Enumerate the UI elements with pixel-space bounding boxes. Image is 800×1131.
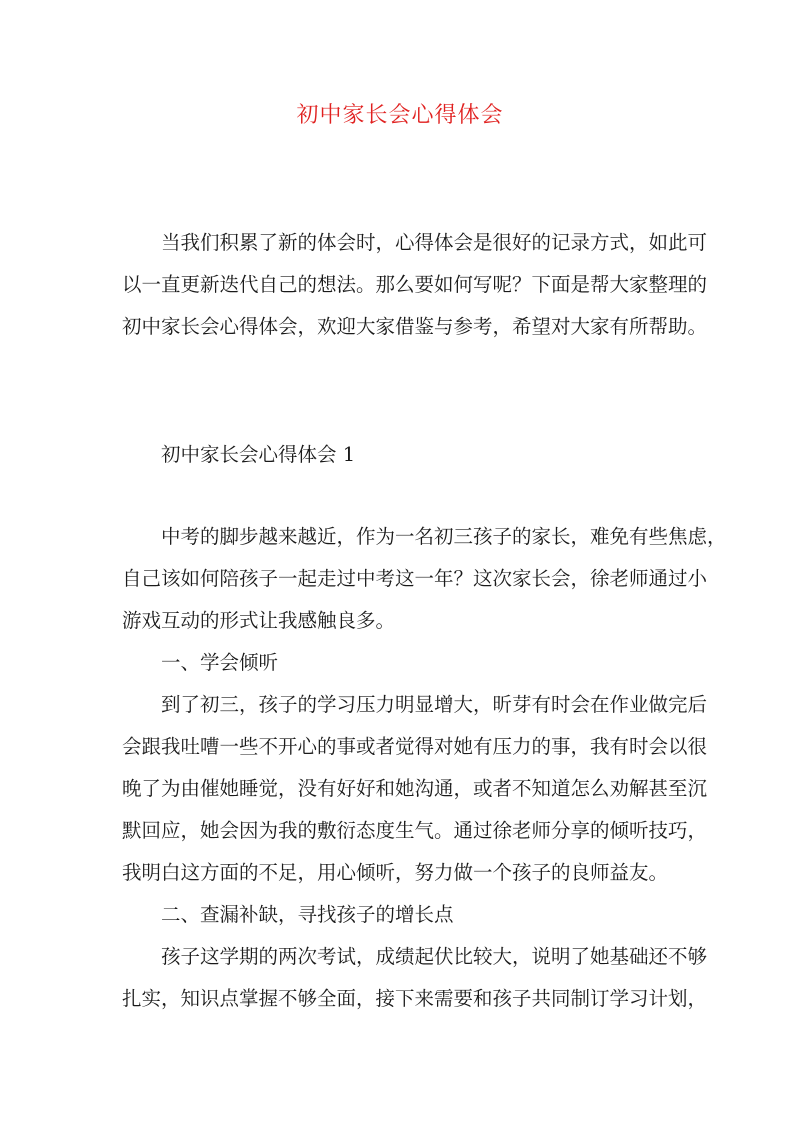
intro-line: 当我们积累了新的体会时，心得体会是很好的记录方式，如此可 [161,231,708,254]
paragraph-line: 自己该如何陪孩子一起走过中考这一年？这次家长会，徐老师通过小 [122,567,708,590]
section-title: 初中家长会心得体会 1 [161,443,356,466]
paragraph-line: 默回应，她会因为我的敷衍态度生气。通过徐老师分享的倾听技巧， [122,819,708,842]
document-title: 初中家长会心得体会 [296,103,504,128]
point-heading: 二、查漏补缺，寻找孩子的增长点 [161,903,454,926]
paragraph-line: 孩子这学期的两次考试，成绩起伏比较大，说明了她基础还不够 [161,945,708,968]
intro-line: 初中家长会心得体会，欢迎大家借鉴与参考，希望对大家有所帮助。 [122,315,708,338]
paragraph-line: 会跟我吐嘈一些不开心的事或者觉得对她有压力的事，我有时会以很 [122,735,708,758]
paragraph-line: 扎实，知识点掌握不够全面，接下来需要和孩子共同制订学习计划， [122,987,708,1010]
point-heading: 一、学会倾听 [161,651,279,674]
paragraph-line: 中考的脚步越来越近，作为一名初三孩子的家长，难免有些焦虑， [161,525,727,548]
paragraph-line: 到了初三，孩子的学习压力明显增大，昕芽有时会在作业做完后 [161,693,708,716]
paragraph-line: 晚了为由催她睡觉，没有好好和她沟通，或者不知道怎么劝解甚至沉 [122,777,708,800]
paragraph-line: 游戏互动的形式让我感触良多。 [122,609,396,632]
intro-line: 以一直更新迭代自己的想法。那么要如何写呢？下面是帮大家整理的 [122,273,708,296]
paragraph-line: 我明白这方面的不足，用心倾听，努力做一个孩子的良师益友。 [122,861,669,884]
